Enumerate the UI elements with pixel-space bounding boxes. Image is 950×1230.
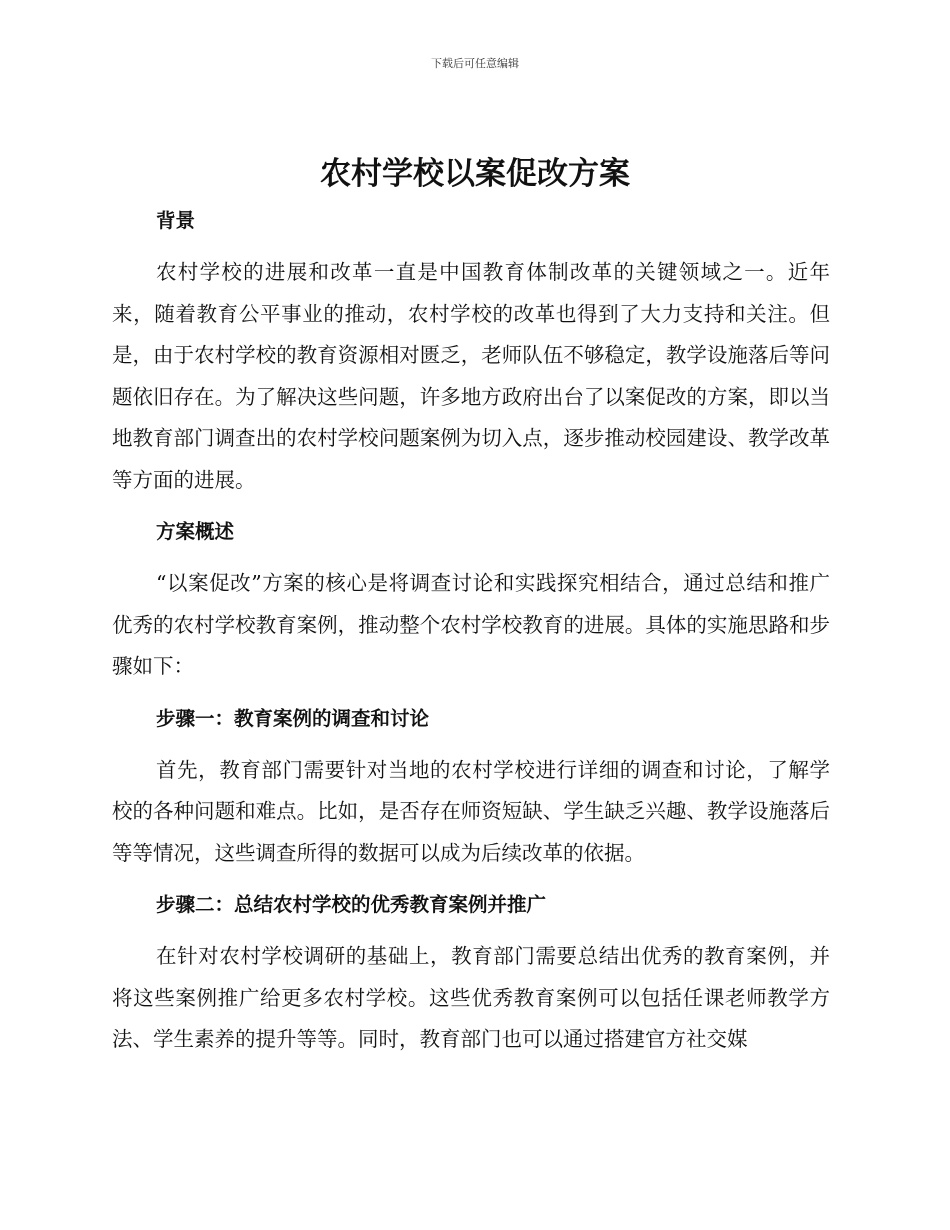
document-title: 农村学校以案促改方案 [320,156,630,192]
header-note: 下载后可任意编辑 [431,57,519,70]
section-heading: 步骤二：总结农村学校的优秀教育案例并推广 [156,893,547,916]
section-paragraph: “以案促改”方案的核心是将调查讨论和实践探究相结合，通过总结和推广优秀的农村学校教育案例，推动整个农村学校教育的进展。具体的实施思路和步骤如下： [112,571,830,678]
document-body [112,200,830,1061]
section-overview [112,511,830,698]
section-background [112,200,830,511]
section-step-one [112,698,830,885]
section-heading: 方案概述 [156,520,235,543]
section-heading: 步骤一：教育案例的调查和讨论 [156,706,430,730]
section-paragraph: 农村学校的进展和改革一直是中国教育体制改革的关键领域之一。近年来，随着教育公平事业的推动，农村学校的改革也得到了大力支持和关注。但是，由于农村学校的教育资源相对匮乏，老师队伍不够稳定，教学设施落后等问题依旧存在。为了解决这些问题，许多地方政府出台了以案促改的方案，即以当地教育部门调查出的农村学校问题案例为切入点，逐步推动校园建设、教学改革等方面的进展。 [112,260,830,492]
section-paragraph: 在针对农村学校调研的基础上，教育部门需要总结出优秀的教育案例，并将这些案例推广给更多农村学校。这些优秀教育案例可以包括任课老师教学方法、学生素养的提升等等。同时，教育部门也可以通过搭建官方社交媒 [112,944,830,1051]
section-paragraph: 首先，教育部门需要针对当地的农村学校进行详细的调查和讨论，了解学校的各种问题和难点。比如，是否存在师资短缺、学生缺乏兴趣、教学设施落后等等情况，这些调查所得的数据可以成为后续改革的依据。 [112,757,830,865]
section-step-two [112,884,830,1061]
section-heading: 背景 [156,209,196,232]
